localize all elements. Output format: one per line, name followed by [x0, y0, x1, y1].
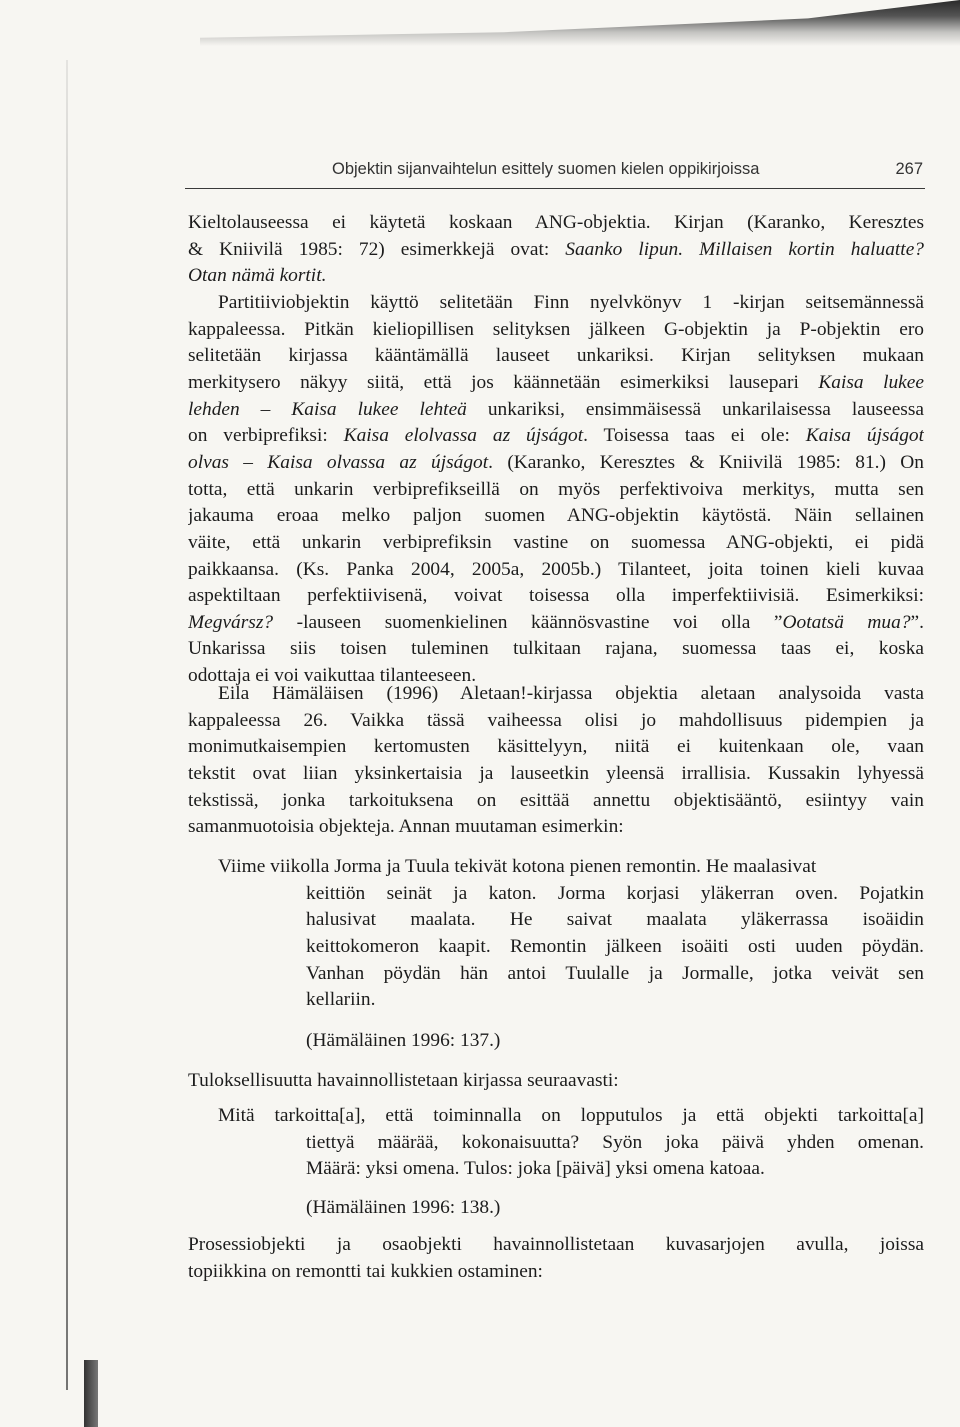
italic-example: Otan nämä kortit.	[188, 265, 327, 287]
text-line	[188, 453, 924, 475]
text-line	[188, 240, 924, 262]
text-run: aspektiltaan perfektiivisenä, voivat toisessa olla imperfektiivisiä. Esimerkiksi:	[188, 586, 924, 607]
italic-example: Kaisa elolvassa az újságot	[343, 426, 584, 447]
quote-source: (Hämäläinen 1996: 137.)	[306, 1030, 501, 1051]
text-line	[188, 213, 924, 235]
text-line	[306, 1159, 765, 1178]
text-line	[306, 990, 375, 1009]
text-line	[188, 711, 924, 733]
text-line	[188, 506, 924, 528]
italic-example: Ootatsä mua?	[782, 612, 911, 633]
text-line	[306, 884, 924, 906]
text-run: unkariksi, ensimmäisessä unkarilaisessa lauseessa	[466, 399, 924, 420]
text-run: Vanhan pöydän hän antoi Tuulalle ja Jormalle, jotka veivät sen	[306, 963, 924, 984]
text-run: Partitiiviobjektin käyttö selitetään Finn nyelvkönyv 1 -kirjan seitsemännessä	[218, 293, 924, 313]
text-run: jakauma eroaa melko paljon suomen ANG-objektin käytöstä. Näin sellainen	[188, 506, 924, 527]
text-run: kappaleessa. Pitkän kieliopillisen selityksen jälkeen G-objektin ja P-objektin ero	[188, 319, 924, 340]
text-run: tiettyä määrää, kokonaisuutta? Syön joka päivä yhden omenan.	[306, 1132, 924, 1153]
text-line	[306, 910, 924, 932]
text-run: paikkaansa. (Ks. Panka 2004, 2005a, 2005b.) Tilanteet, joita toinen kieli kuvaa	[188, 559, 924, 580]
text-run: kellariin.	[306, 989, 376, 1011]
text-line	[218, 293, 924, 315]
text-run: odottaja ei voi vaikuttaa tilanteeseen.	[188, 665, 477, 687]
text-line	[188, 480, 924, 502]
text-run: väite, että unkarin verbiprefiksin vastine on suomessa ANG-objekti, ei pidä	[188, 532, 924, 553]
text-line	[188, 817, 624, 836]
text-run: Kieltolauseessa ei käytetä koskaan ANG-objektia. Kirjan (Karanko, Keresztes	[188, 213, 924, 233]
text-line	[188, 1262, 543, 1281]
text-run: . (Karanko, Keresztes & Kniivilä 1985: 81.) On	[488, 452, 924, 473]
text-run: monimutkaisempien kertomusten käsittelyyn, niitä ei kuitenkaan ole, vaan	[188, 737, 924, 758]
running-head-title: Objektin sijanvaihtelun esittely suomen kielen oppikirjoissa	[332, 160, 760, 178]
text-run: totta, että unkarin verbiprefikseillä on myös perfektivoiva merkitys, mutta sen	[188, 479, 924, 500]
text-run: & Kniivilä 1985: 72) esimerkkejä ovat:	[188, 239, 566, 260]
text-line	[188, 266, 326, 285]
text-run: tekstissä, jonka tarkoituksena on esittää annettu objektisääntö, esiintyy vain	[188, 790, 924, 811]
text-line	[188, 533, 924, 555]
text-line	[188, 666, 476, 685]
text-run: Eila Hämäläisen (1996) Aletaan!-kirjassa objektia aletaan analysoida vasta	[218, 684, 924, 704]
italic-example: olvas – Kaisa olvassa az újságot	[188, 452, 489, 473]
text-line	[188, 320, 924, 342]
text-line	[188, 639, 924, 661]
text-line	[188, 791, 924, 813]
text-line	[188, 346, 924, 368]
italic-example: Kaisa lukee	[818, 372, 924, 393]
paragraph-line: Tuloksellisuutta havainnollistetaan kirjassa seuraavasti:	[188, 1070, 619, 1091]
text-line	[188, 426, 924, 448]
text-run: topiikkina on remontti tai kukkien ostaminen:	[188, 1260, 543, 1282]
text-run: . Toisessa taas ei ole:	[583, 426, 806, 447]
text-line	[218, 857, 816, 876]
text-line	[188, 1235, 924, 1257]
text-run: selitetään kirjassa kääntämällä lauseet unkariksi. Kirjan selityksen mukaan	[188, 346, 924, 367]
text-line	[188, 373, 924, 395]
text-run: keittiön seinät ja katon. Jorma korjasi yläkerran oven. Pojatkin	[306, 883, 924, 904]
text-run: on verbiprefiksi:	[188, 426, 344, 447]
text-line	[188, 764, 924, 786]
text-line	[188, 586, 924, 608]
text-run: samanmuotoisia objekteja. Annan muutaman esimerkin:	[188, 816, 624, 838]
italic-example: Saanko lipun. Millaisen kortin haluatte?	[565, 239, 924, 260]
text-line	[306, 964, 924, 986]
text-line	[218, 1106, 924, 1128]
italic-example: Megvársz?	[188, 612, 274, 633]
text-line	[306, 937, 924, 959]
text-line	[188, 737, 924, 759]
quote-source: (Hämäläinen 1996: 138.)	[306, 1197, 501, 1218]
text-line	[188, 400, 924, 422]
text-run: keittokomeron kaapit. Remontin jälkeen isoäiti osti uuden pöydän.	[306, 936, 924, 957]
scan-edge-shadow	[200, 0, 960, 46]
page-number: 267	[895, 160, 923, 178]
text-run: halusivat maalata. He saivat maalata yläkerrassa isoäidin	[306, 910, 924, 931]
text-line	[188, 613, 924, 635]
text-run: ”.	[910, 612, 924, 633]
text-run: tekstit ovat liian yksinkertaisia ja lauseetkin yleensä irrallisia. Kussakin lyhyessä	[188, 763, 924, 784]
running-head	[185, 158, 925, 189]
text-run: Määrä: yksi omena. Tulos: joka [päivä] yksi omena katoaa.	[306, 1158, 765, 1180]
italic-example: Kaisa újságot	[805, 426, 924, 447]
text-run: kappaleessa 26. Vaikka tässä vaiheessa olisi jo mahdollisuus pidempien ja	[188, 710, 924, 731]
text-line	[188, 560, 924, 582]
text-line	[218, 684, 924, 706]
text-line	[306, 1133, 924, 1155]
scan-gutter-line	[66, 60, 68, 1390]
text-run: Mitä tarkoitta[a], että toiminnalla on lopputulos ja että objekti tarkoitta[a]	[218, 1106, 924, 1126]
text-run: Unkarissa siis toisen tuleminen tulkitaan rajana, suomessa taas ei, koska	[188, 639, 924, 660]
scan-edge-mark	[84, 1360, 98, 1427]
italic-example: lehden – Kaisa lukee lehteä	[188, 399, 467, 420]
text-run: Viime viikolla Jorma ja Tuula tekivät kotona pienen remontin. He maalasivat	[218, 856, 817, 877]
text-run: -lauseen suomenkielinen käännösvastine voi olla ”	[273, 612, 783, 633]
text-run: merkitysero näkyy siitä, että jos käännetään esimerkiksi lausepari	[188, 372, 819, 393]
text-run: Prosessiobjekti ja osaobjekti havainnollistetaan kuvasarjojen avulla, joissa	[188, 1235, 924, 1255]
